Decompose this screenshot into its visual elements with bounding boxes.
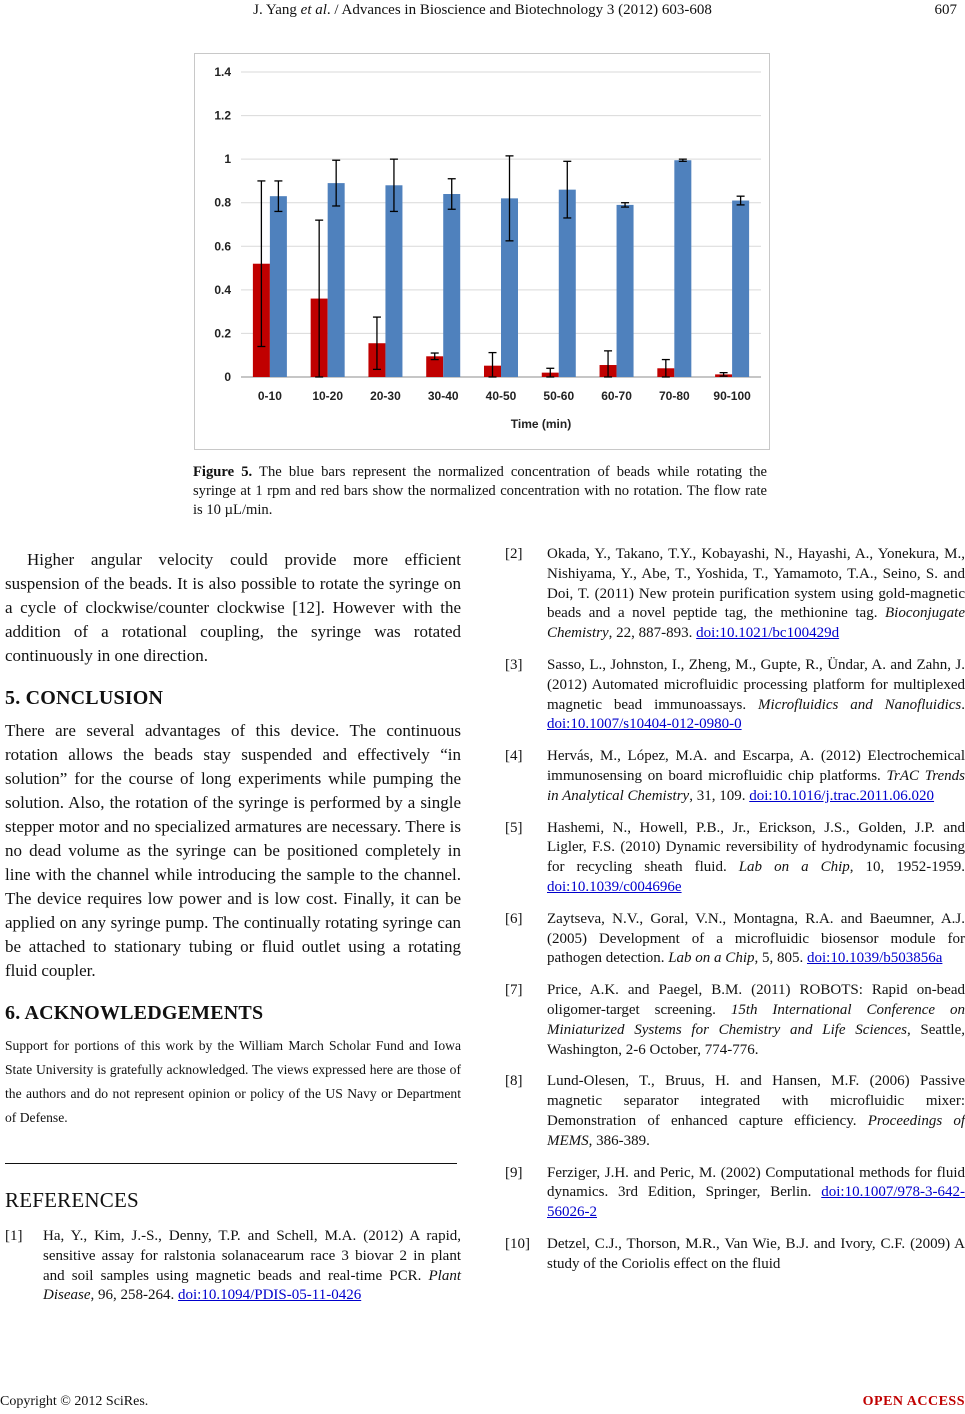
reference-item [505,819,965,898]
reference-item [505,981,965,1060]
reference-details: , 22, 887-893. [608,625,697,642]
reference-item [505,1072,965,1151]
x-tick-label: 40-50 [485,389,517,403]
reference-body: Okada, Y., Takano, T.Y., Kobayashi, N., Hayashi, A., Yonekura, M., Nishiyama, Y., Abe, T., Yoshida, T., Yamamoto, T.A., Seino, S. and Doi, T. (2011) New protein purification system using gold-magnetic beads and a novel peptide tag, the methionine tag. [547,546,965,622]
x-tick-label: 20-30 [370,389,401,403]
reference-body: Ha, Y., Kim, J.-S., Denny, T.P. and Schell, M.A. (2012) A rapid, sensitive assay for ralstonia solanacearum race 3 biovar 2 in plant and soil samples using magnetic beads and real-time PCR. [43,1228,461,1284]
blue-bar [674,160,691,377]
reference-body: Lund-Olesen, T., Bruus, H. and Hansen, M.F. (2006) Passive magnetic separator integrated with microfluidic mixer: Demonstration of enhanced capture efficiency. [547,1073,965,1129]
reference-text [547,1164,965,1223]
reference-journal: Plant Disease [43,1267,461,1304]
figure-caption [193,463,767,520]
y-tick-label: 0 [224,370,231,384]
conclusion-paragraph: There are several advantages of this device. The continuous rotation allows the beads stay suspended and effectively “in solution” for the course of long experiments while pumping the solution. Also, the rotation of the syringe is performed by a single stepper motor and no specialized armatures are necessary. There is no dead volume as the syringe can be positioned completely in line with the channel while introducing the sample to the channel. The device requires low power and is low cost. Finally, it can be applied on any syringe pump. The continually rotating syringe can be attached to stationary tubing or fluid outlet using a rotating fluid coupler. [5,721,461,980]
doi-link[interactable]: doi:10.1094/PDIS-05-11-0426 [178,1287,362,1304]
x-tick-label: 30-40 [427,389,459,403]
reference-body: Price, A.K. and Paegel, B.M. (2011) ROBOTS: Rapid on-bead oligomer-target screening. [547,982,965,1018]
reference-journal: 15th International Conference on Miniaturized Systems for Chemistry and Life Sciences [547,1001,965,1038]
figure-5-chart [194,53,770,450]
reference-body: Detzel, C.J., Thorson, M.R., Van Wie, B.J. and Ivory, C.F. (2009) A study of the Coriolis effect on the fluid [547,1235,965,1272]
y-tick-label: 0.2 [214,326,231,341]
reference-number: [1] [5,1228,23,1244]
section-divider [5,1163,457,1164]
reference-number: [3] [505,656,523,673]
reference-text [547,656,965,735]
references-list-left [5,1227,461,1306]
references-list-right [505,545,965,1287]
reference-item [505,545,965,644]
x-tick-label: 50-60 [543,389,575,403]
x-tick-label: 0-10 [257,389,282,403]
reference-item [505,656,965,735]
acknowledgements-heading: 6. ACKNOWLEDGEMENTS [5,1002,264,1024]
reference-item [505,1235,965,1275]
reference-text [547,981,965,1060]
acknowledgements-paragraph: Support for portions of this work by the William March Scholar Fund and Iowa State University is gratefully acknowledged. The views expressed here are those of the authors and do not represent opinion or policy of the US Navy or Department of Defense. [5,1038,461,1125]
reference-text [547,819,965,898]
reference-text [547,747,965,806]
y-tick-label: 1 [224,152,231,167]
reference-journal: Lab on a Chip [738,859,850,876]
reference-journal: Lab on a Chip [668,950,755,967]
reference-details: , Seattle, Washington, 2-6 October, 774-776. [547,1021,965,1058]
y-tick-label: 1.2 [214,108,231,123]
blue-bar [385,185,402,377]
reference-item [5,1227,461,1306]
reference-text [547,1235,965,1275]
reference-number: [4] [505,748,523,765]
header-et-al: et al [300,2,327,18]
open-access-label: OPEN ACCESS [862,1394,965,1409]
y-tick-label: 0.8 [214,195,231,210]
reference-item [505,910,965,969]
page-number: 607 [934,2,957,18]
reference-details: . [961,696,965,713]
doi-link[interactable]: doi:10.1016/j.trac.2011.06.020 [749,787,935,804]
reference-text [547,545,965,644]
caption-text: The blue bars represent the normalized concentration of beads while rotating the syringe at 1 rpm and red bars show the normalized concentration with no rotation. The flow rate is 10 µL/min. [193,464,767,518]
blue-bar [617,205,634,377]
copyright-footer: Copyright © 2012 SciRes. [0,1394,149,1409]
reference-body: Ferziger, J.H. and Peric, M. (2002) Computational methods for fluid dynamics. 3rd Edition, Springer, Berlin. [547,1164,965,1201]
doi-link[interactable]: doi:10.1039/c004696e [547,878,682,895]
running-header [0,2,965,19]
reference-item [505,1164,965,1223]
header-authors: J. Yang [253,2,301,18]
reference-number: [10] [505,1235,530,1252]
reference-journal: TrAC Trends in Analytical Chemistry [547,767,965,804]
references-heading: REFERENCES [5,1188,139,1212]
reference-journal: Microfluidics and Nanofluidics [758,696,962,713]
reference-journal: Proceedings of MEMS [547,1112,965,1149]
reference-number: [5] [505,819,523,836]
x-axis-title: Time (min) [510,417,572,431]
left-column [5,548,461,1318]
intro-paragraph: Higher angular velocity could provide more efficient suspension of the beads. It is also possible to rotate the syringe on a cycle of clockwise/counter clockwise [12]. However with the addition of a rotational coupling, the syringe was rotated continuously in one direction. [5,550,461,665]
blue-bar [270,196,287,377]
doi-link[interactable]: doi:10.1021/bc100429d [696,625,840,642]
doi-link[interactable]: doi:10.1039/b503856a [806,950,943,967]
reference-details: , 31, 109. [689,787,750,804]
reference-details: , 386-389. [588,1132,650,1149]
bar-chart-svg [195,54,771,451]
reference-number: [9] [505,1164,523,1181]
reference-body: Hervás, M., López, M.A. and Escarpa, A. (2012) Electrochemical immunosensing on board microfluidic chip platforms. [547,748,965,784]
reference-text [547,910,965,969]
y-tick-label: 1.4 [214,65,231,79]
x-tick-label: 70-80 [658,389,690,403]
reference-body: Zaytseva, N.V., Goral, V.N., Montagna, R.A. and Baeumner, A.J. (2005) Development of a microfluidic biosensor module for pathogen detection. [547,910,965,967]
caption-label: Figure 5. [193,464,253,480]
reference-item [505,747,965,806]
y-tick-label: 0.4 [214,282,231,297]
reference-journal: Bioconjugate Chemistry [547,605,965,642]
doi-link[interactable]: doi:10.1007/978-3-642-56026-2 [547,1184,965,1221]
blue-bar [443,194,460,377]
reference-body: Hashemi, N., Howell, P.B., Jr., Erickson, J.S., Golden, J.P. and Ligler, F.S. (2010) Dynamic reversibility of hydrodynamic focusing for recycling sheath fluid. [547,819,965,876]
reference-number: [6] [505,910,523,927]
reference-number: [2] [505,546,523,562]
header-journal: . / Advances in Bioscience and Biotechnology 3 (2012) 603-608 [326,2,712,18]
x-tick-label: 10-20 [312,389,344,403]
doi-link[interactable]: doi:10.1007/s10404-012-0980-0 [547,716,742,733]
y-tick-label: 0.6 [214,239,231,254]
reference-details: , 96, 258-264. [90,1287,178,1304]
blue-bar [328,183,345,377]
x-tick-label: 90-100 [713,389,751,403]
reference-details: , 10, 1952-1959. [849,859,965,876]
reference-text [43,1227,461,1306]
reference-body: Sasso, L., Johnston, I., Zheng, M., Gupte, R., Ündar, A. and Zahn, J. (2012) Automated microfluidic processing platform for multiplexed magnetic bead immunoassays. [547,656,965,713]
reference-text [547,1072,965,1151]
conclusion-heading: 5. CONCLUSION [5,687,164,709]
reference-number: [8] [505,1073,523,1090]
x-tick-label: 60-70 [601,389,632,403]
reference-number: [7] [505,982,523,999]
reference-details: , 5, 805. [754,950,807,967]
blue-bar [732,201,749,377]
